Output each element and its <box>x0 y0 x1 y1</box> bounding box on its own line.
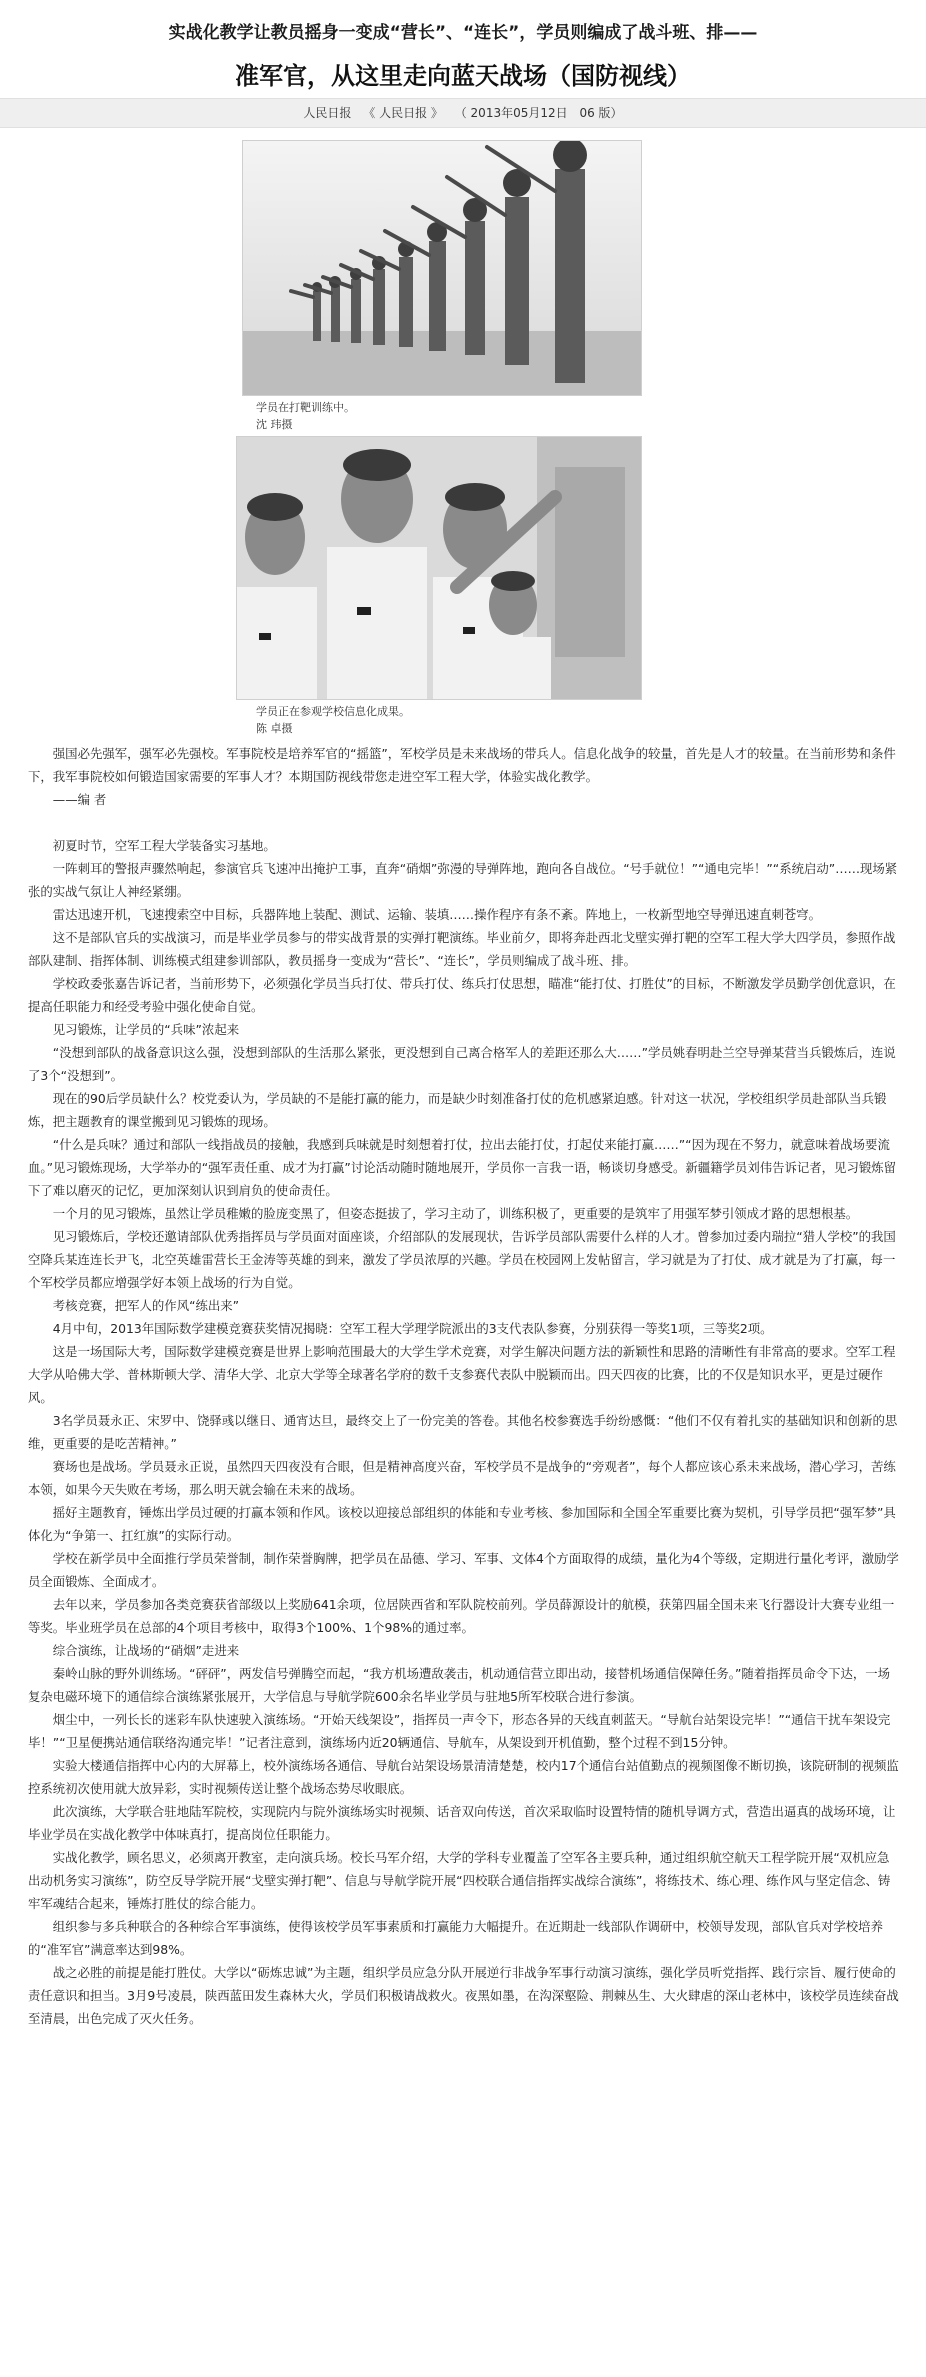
paragraph-editor-note: 强国必先强军，强军必先强校。军事院校是培养军官的“摇篮”，军校学员是未来战场的带兵人。信息化战争的较量，首先是人才的较量。在当前形势和条件下，我军事院校如何锻造国家需要的军事人才？本期国防视线带您走进空军工程大学，体验实战化教学。 <box>28 746 896 784</box>
paragraph: 4月中旬，2013年国际数学建模竞赛获奖情况揭晓：空军工程大学理学院派出的3支代表队参赛，分别获得一等奖1项，三等奖2项。 <box>52 1321 773 1336</box>
paragraph: 3名学员聂永正、宋罗中、饶驿彧以继日、通宵达旦，最终交上了一份完美的答卷。其他名校参赛选手纷纷感慨：“他们不仅有着扎实的基础知识和创新的思维，更重要的是吃苦精神。” <box>28 1413 898 1451</box>
photo-visit-achievements <box>236 436 642 700</box>
paragraph: 烟尘中，一列长长的迷彩车队快速驶入演练场。“开始天线架设”，指挥员一声令下，形态各异的天线直刺蓝天。“导航台站架设完毕！”“通信干扰车架设完毕！”“卫星便携站通信联络沟通完毕！”记者注意到，演练场内近20辆通信、导航车，从架设到开机值勤，整个过程不到15分钟。 <box>28 1712 891 1750</box>
article-body <box>28 742 900 2030</box>
meta-page: 06 版） <box>579 106 623 120</box>
paragraph: “没想到部队的战备意识这么强，没想到部队的生活那么紧张，更没想到自己离合格军人的差距还那么大……”学员姚春明赴兰空导弹某营当兵锻炼后，连说了3个“没想到”。 <box>28 1045 896 1083</box>
article-headline: 准军官，从这里走向蓝天战场（国防视线） <box>235 62 691 90</box>
paragraph: 实战化教学，顾名思义，必须离开教室，走向演兵场。校长马军介绍，大学的学科专业覆盖了空军各主要兵种，通过组织航空航天工程学院开展“双机应急出动机务实习演练”，防空反导学院开展“戈壁实弹打靶”、信息与导航学院开展“四校联合通信指挥实战综合演练”，将练技术、练心理、练作风与坚定信念、铸牢军魂结合起来，锤炼打胜仗的综合能力。 <box>28 1850 891 1911</box>
article-kicker: 实战化教学让教员摇身一变成“营长”、“连长”，学员则编成了战斗班、排—— <box>168 23 758 43</box>
photo-shooting-training <box>242 140 642 396</box>
paragraph: 赛场也是战场。学员聂永正说，虽然四天四夜没有合眼，但是精神高度兴奋，军校学员不是战争的“旁观者”，每个人都应该心系未来战场，潜心学习，苦练本领，如果今天失败在考场，那么明天就会输在未来的战场。 <box>28 1459 896 1497</box>
paragraph: 实验大楼通信指挥中心内的大屏幕上，校外演练场各通信、导航台站架设场景清清楚楚，校内17个通信台站值勤点的视频图像不断切换，该院研制的视频监控系统初次使用就大放异彩，实时视频传送让整个战场态势尽收眼底。 <box>28 1758 899 1796</box>
paragraph: 去年以来，学员参加各类竞赛获省部级以上奖励641余项，位居陕西省和军队院校前列。学员薛源设计的航模，获第四届全国未来飞行器设计大赛专业组一等奖。毕业班学员在总部的4个项目考核中，取得3个100%、1个98%的通过率。 <box>28 1597 895 1635</box>
photo-visit-image <box>237 437 641 699</box>
section-heading: 考核竞赛，把军人的作风“练出来” <box>52 1298 240 1313</box>
photo-shooting-credit: 沈 玮摄 <box>256 418 293 431</box>
paragraph: 这是一场国际大考，国际数学建模竞赛是世界上影响范围最大的大学生学术竞赛，对学生解决问题方法的新颖性和思路的清晰性有非常高的要求。空军工程大学从哈佛大学、普林斯顿大学、清华大学、北京大学等全球著名学府的数千支参赛代表队中脱颖而出。四天四夜的比赛，比的不仅是知识水平，更是过硬作风。 <box>28 1344 896 1405</box>
article-meta-bar <box>0 98 926 128</box>
paragraph: 一个月的见习锻炼，虽然让学员稚嫩的脸庞变黑了，但姿态挺拔了，学习主动了，训练积极了，更重要的是筑牢了用强军梦引领成才路的思想根基。 <box>52 1206 859 1221</box>
meta-paper[interactable]: 《 人民日报 》 <box>363 106 443 120</box>
paragraph: 一阵刺耳的警报声骤然响起，参演官兵飞速冲出掩护工事，直奔“硝烟”弥漫的导弹阵地，跑向各自战位。“号手就位！”“通电完毕！”“系统启动”……现场紧张的实战气氛让人神经紧绷。 <box>28 861 898 899</box>
paragraph: 战之必胜的前提是能打胜仗。大学以“砺炼忠诚”为主题，组织学员应急分队开展逆行非战争军事行动演习演练，强化学员听党指挥、践行宗旨、履行使命的责任意识和担当。3月9号凌晨，陕西蓝田发生森林大火，学员们积极请战救火。夜黑如墨，在沟深壑险、荆棘丛生、大火肆虐的深山老林中，该校学员连续奋战至清晨，出色完成了灭火任务。 <box>28 1965 899 2026</box>
photo-shooting-caption <box>256 399 355 433</box>
paragraph: 组织参与多兵种联合的各种综合军事演练，使得该校学员军事素质和打赢能力大幅提升。在近期赴一线部队作调研中，校领导发现，部队官兵对学校培养的“准军官”满意率达到98%。 <box>28 1919 883 1957</box>
photo-shooting-image <box>243 141 641 395</box>
paragraph: 秦岭山脉的野外训练场。“砰砰”，两发信号弹腾空而起，“我方机场遭敌袭击，机动通信营立即出动，接替机场通信保障任务。”随着指挥员命令下达，一场复杂电磁环境下的通信综合演练紧张展开，大学信息与导航学院600余名毕业学员与驻地5所军校联合进行参演。 <box>28 1666 891 1704</box>
photo-visit-caption <box>256 703 410 737</box>
photo-visit-caption-text: 学员正在参观学校信息化成果。 <box>256 705 410 718</box>
photo-visit-credit: 陈 卓摄 <box>256 722 293 735</box>
paragraph: 见习锻炼后，学校还邀请部队优秀指挥员与学员面对面座谈，介绍部队的发展现状，告诉学员部队需要什么样的人才。曾参加过委内瑞拉“猎人学校”的我国空降兵某连连长尹飞，北空英雄雷营长王金涛等英雄的到来，激发了学员浓厚的兴趣。学员在校园网上发帖留言，学习就是为了打仗、成才就是为了打赢，每一个军校学员都应增强学好本领上战场的行为自觉。 <box>28 1229 896 1290</box>
paragraph-editor-sign: ——编 者 <box>52 792 107 807</box>
section-heading: 见习锻炼，让学员的“兵味”浓起来 <box>52 1022 240 1037</box>
paragraph: 此次演练，大学联合驻地陆军院校，实现院内与院外演练场实时视频、话音双向传送，首次采取临时设置特情的随机导调方式，营造出逼真的战场环境，让毕业学员在实战化教学中体味真打，提高岗位任职能力。 <box>28 1804 896 1842</box>
paragraph: 这不是部队官兵的实战演习，而是毕业学员参与的带实战背景的实弹打靶演练。毕业前夕，即将奔赴西北戈壁实弹打靶的空军工程大学大四学员，参照作战部队建制、指挥体制、训练模式组建参训部队，教员摇身一变成为“营长”、“连长”，学员则编成了战斗班、排。 <box>28 930 896 968</box>
section-heading: 综合演练，让战场的“硝烟”走进来 <box>52 1643 240 1658</box>
photo-shooting-caption-text: 学员在打靶训练中。 <box>256 401 355 414</box>
paragraph: “什么是兵味？通过和部队一线指战员的接触，我感到兵味就是时刻想着打仗，拉出去能打仗，打起仗来能打赢……”“因为现在不努力，就意味着战场要流血。”见习锻炼现场，大学举办的“强军责任重、成才为打赢”讨论活动随时随地展开，学员你一言我一语，畅谈切身感受。新疆籍学员刘伟告诉记者，见习锻炼留下了难以磨灭的记忆，更加深刻认识到肩负的使命责任。 <box>28 1137 897 1198</box>
meta-date: （ 2013年05月12日 <box>454 106 568 120</box>
paragraph: 摇好主题教育，锤炼出学员过硬的打赢本领和作风。该校以迎接总部组织的体能和专业考核、参加国际和全国全军重要比赛为契机，引导学员把“强军梦”具体化为“争第一、扛红旗”的实际行动。 <box>28 1505 896 1543</box>
meta-source[interactable]: 人民日报 <box>303 106 352 120</box>
paragraph: 初夏时节，空军工程大学装备实习基地。 <box>52 838 276 853</box>
paragraph: 现在的90后学员缺什么？校党委认为，学员缺的不是能打赢的能力，而是缺少时刻准备打仗的危机感紧迫感。针对这一状况，学校组织学员赴部队当兵锻炼，把主题教育的课堂搬到见习锻炼的现场。 <box>28 1091 887 1129</box>
paragraph: 学校政委张嘉告诉记者，当前形势下，必须强化学员当兵打仗、带兵打仗、练兵打仗思想，瞄准“能打仗、打胜仗”的目标，不断激发学员勤学创优意识，在提高任职能力和经受考验中强化使命自觉。 <box>28 976 896 1014</box>
paragraph: 雷达迅速开机，飞速搜索空中目标，兵器阵地上装配、测试、运输、装填……操作程序有条不紊。阵地上，一枚新型地空导弹迅速直刺苍穹。 <box>52 907 822 922</box>
paragraph: 学校在新学员中全面推行学员荣誉制，制作荣誉胸牌，把学员在品德、学习、军事、文体4个方面取得的成绩，量化为4个等级，定期进行量化考评，激励学员全面锻炼、全面成才。 <box>28 1551 899 1589</box>
